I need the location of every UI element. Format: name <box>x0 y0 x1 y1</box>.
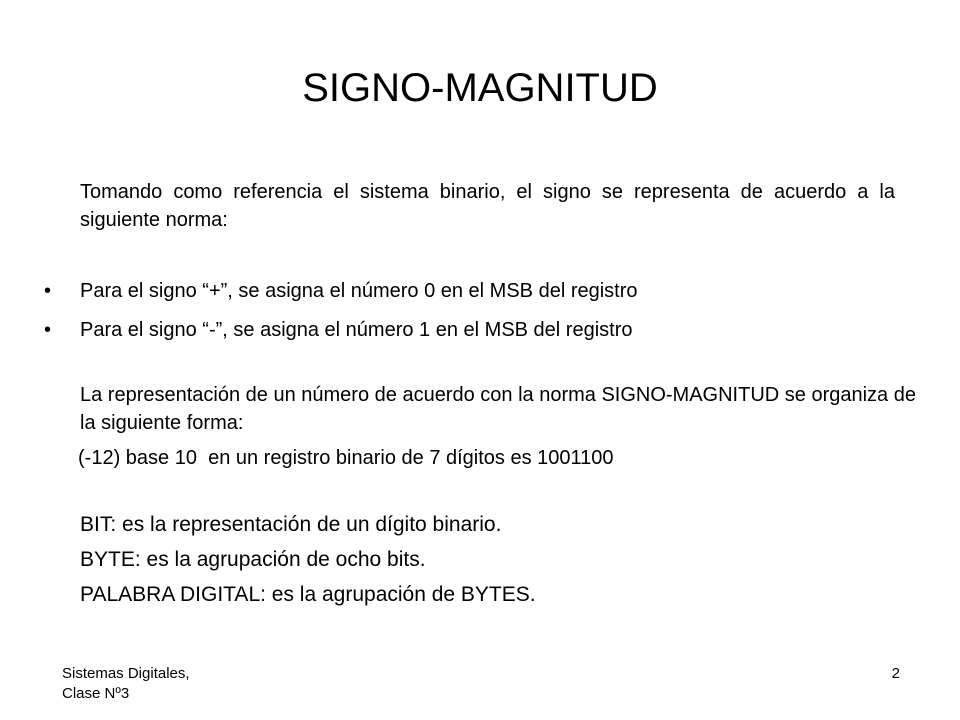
slide-title: SIGNO-MAGNITUD <box>302 66 658 110</box>
definition-palabra-digital: PALABRA DIGITAL: es la agrupación de BYTES. <box>80 583 536 606</box>
bullet-icon: • <box>44 280 52 302</box>
footer-course-line1: Sistemas Digitales, <box>62 665 190 682</box>
bullet-item-minus <box>44 316 633 344</box>
definition-bit: BIT: es la representación de un dígito binario. <box>80 513 502 536</box>
page-number: 2 <box>891 665 900 682</box>
footer-course-line2: Clase Nº3 <box>62 685 130 702</box>
bullet-icon: • <box>44 319 52 341</box>
representation-paragraph: La representación de un número de acuerdo con la norma SIGNO-MAGNITUD se organiza de la siguiente forma: <box>80 384 916 434</box>
bullet-text: Para el signo “-”, se asigna el número 1 en el MSB del registro <box>80 319 633 341</box>
footer-course <box>62 664 190 704</box>
definition-byte: BYTE: es la agrupación de ocho bits. <box>80 548 426 571</box>
bullet-item-plus <box>44 277 638 305</box>
bullet-text: Para el signo “+”, se asigna el número 0 en el MSB del registro <box>80 280 638 302</box>
example-line: (-12) base 10 en un registro binario de 7 dígitos es 1001100 <box>78 447 614 469</box>
intro-paragraph: Tomando como referencia el sistema binario, el signo se representa de acuerdo a la siguiente norma: <box>80 181 895 231</box>
